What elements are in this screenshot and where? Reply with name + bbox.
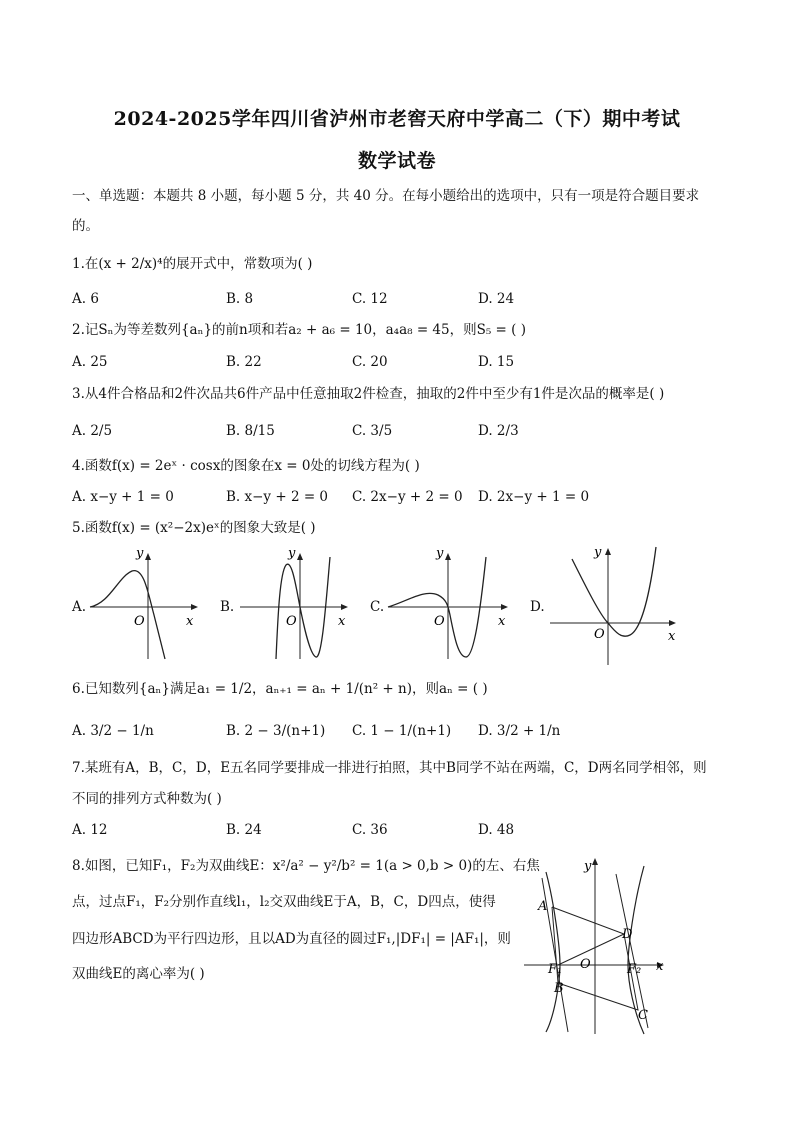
x-label: x: [498, 614, 506, 629]
question-7-option-a[interactable]: A. 12: [72, 822, 108, 838]
question-5-stem: 5.函数f(x) = (x²−2x)eˣ的图象大致是( ): [72, 520, 316, 536]
y-label: y: [584, 859, 592, 874]
y-axis-arrow-icon: [297, 553, 303, 560]
question-6-option-a[interactable]: A. 3/2 − 1/n: [72, 723, 154, 739]
question-3-stem: 3.从4件合格品和2件次品共6件产品中任意抽取2件检查，抽取的2件中至少有1件是次品的概率是( ): [72, 386, 665, 402]
y-axis-arrow-icon: [605, 548, 611, 555]
line-l2: [616, 874, 648, 1028]
y-label: y: [288, 546, 296, 561]
question-2-option-b[interactable]: B. 22: [226, 354, 262, 370]
hyperbola-left-branch: [546, 872, 563, 1032]
y-axis-arrow-icon: [592, 858, 598, 865]
x-label: x: [656, 959, 664, 974]
y-axis-arrow-icon: [145, 553, 151, 560]
question-4-option-b[interactable]: B. x−y + 2 = 0: [226, 489, 329, 505]
x-label: x: [668, 629, 676, 644]
question-5-option-a[interactable]: A.: [72, 599, 87, 615]
x-axis-arrow-icon: [341, 604, 348, 610]
question-8-stem-line4: 双曲线E的离心率为( ): [72, 966, 205, 982]
exam-title: 2024-2025学年四川省泸州市老窖天府中学高二（下）期中考试: [113, 108, 681, 130]
question-2-stem: 2.记Sₙ为等差数列{aₙ}的前n项和若a₂ + a₆ = 10，a₄a₈ = 45，则S₅ = ( ): [72, 322, 526, 338]
question-6-option-d[interactable]: D. 3/2 + 1/n: [478, 723, 561, 739]
question-2-option-c[interactable]: C. 20: [352, 354, 388, 370]
x-axis-arrow-icon: [501, 604, 508, 610]
question-8-stem-line3: 四边形ABCD为平行四边形，且以AD为直径的圆过F₁,|DF₁| = |AF₁|，则: [72, 931, 511, 947]
question-6-stem: 6.已知数列{aₙ}满足a₁ = 1/2，aₙ₊₁ = aₙ + 1/(n² + n)，则aₙ = ( ): [72, 681, 488, 697]
question-1-stem: 1.在(x + 2/x)⁴的展开式中，常数项为( ): [72, 256, 313, 272]
question-5-graph-d: [546, 543, 686, 667]
question-1-option-c[interactable]: C. 12: [352, 291, 388, 307]
curve: [90, 571, 165, 659]
origin-label: O: [286, 614, 297, 629]
point-d-label: D: [622, 927, 633, 942]
question-8-stem-line2: 点，过点F₁，F₂分别作直线l₁，l₂交双曲线E于A，B，C，D四点，使得: [72, 894, 496, 910]
question-5-option-c[interactable]: C.: [370, 599, 385, 615]
question-2-option-d[interactable]: D. 15: [478, 354, 515, 370]
question-4-option-c[interactable]: C. 2x−y + 2 = 0: [352, 489, 463, 505]
question-7-option-d[interactable]: D. 48: [478, 822, 515, 838]
point-b-label: B: [554, 981, 564, 996]
question-6-option-b[interactable]: B. 2 − 3/(n+1): [226, 723, 326, 739]
question-5-graph-b: [236, 543, 354, 660]
question-3-option-b[interactable]: B. 8/15: [226, 423, 275, 439]
y-label: y: [594, 545, 602, 560]
question-1-option-d[interactable]: D. 24: [478, 291, 515, 307]
y-label: y: [436, 546, 444, 561]
x-axis-arrow-icon: [669, 620, 676, 626]
question-1-option-b[interactable]: B. 8: [226, 291, 254, 307]
curve: [276, 557, 330, 659]
y-label: y: [136, 546, 144, 561]
question-7-option-b[interactable]: B. 24: [226, 822, 262, 838]
question-5-option-d[interactable]: D.: [530, 599, 545, 615]
question-5-option-b[interactable]: B.: [220, 599, 235, 615]
origin-label: O: [594, 627, 605, 642]
point-a-label: A: [538, 899, 548, 914]
question-3-option-d[interactable]: D. 2/3: [478, 423, 519, 439]
focus-f1-label: F₁: [548, 962, 563, 977]
question-7-option-c[interactable]: C. 36: [352, 822, 388, 838]
question-7-stem-line2: 不同的排列方式种数为( ): [72, 791, 222, 807]
segment-f1-d: [558, 934, 624, 965]
question-4-option-a[interactable]: A. x−y + 1 = 0: [72, 489, 174, 505]
origin-label: O: [134, 614, 145, 629]
question-2-option-a[interactable]: A. 25: [72, 354, 108, 370]
focus-f2-label: F₂: [627, 962, 642, 977]
section-instructions-line2: 的。: [72, 218, 99, 234]
question-7-stem-line1: 7.某班有A，B，C，D，E五名同学要排成一排进行拍照，其中B同学不站在两端，C，D两名同学相邻，则: [72, 760, 707, 776]
x-label: x: [338, 614, 346, 629]
question-3-option-c[interactable]: C. 3/5: [352, 423, 393, 439]
x-axis-arrow-icon: [191, 604, 198, 610]
question-4-stem: 4.函数f(x) = 2eˣ · cosx的图象在x = 0处的切线方程为( ): [72, 458, 420, 474]
section-instructions-line1: 一、单选题：本题共 8 小题，每小题 5 分，共 40 分。在每小题给出的选项中，只有一项是符合题目要求: [72, 188, 700, 204]
question-6-option-c[interactable]: C. 1 − 1/(n+1): [352, 723, 452, 739]
question-1-option-a[interactable]: A. 6: [72, 291, 99, 307]
question-5-graph-c: [384, 543, 514, 660]
question-8-hyperbola-figure: [520, 852, 680, 1036]
question-3-option-a[interactable]: A. 2/5: [72, 423, 113, 439]
question-8-stem-line1: 8.如图，已知F₁，F₂为双曲线E：x²/a² − y²/b² = 1(a > 0,b > 0)的左、右焦: [72, 858, 540, 874]
exam-subtitle: 数学试卷: [357, 150, 436, 172]
question-4-option-d[interactable]: D. 2x−y + 1 = 0: [478, 489, 590, 505]
origin-label: O: [434, 614, 445, 629]
point-c-label: C: [638, 1008, 648, 1023]
question-5-graph-a: [88, 543, 206, 660]
x-label: x: [186, 614, 194, 629]
y-axis-arrow-icon: [445, 553, 451, 560]
origin-label: O: [580, 957, 591, 972]
